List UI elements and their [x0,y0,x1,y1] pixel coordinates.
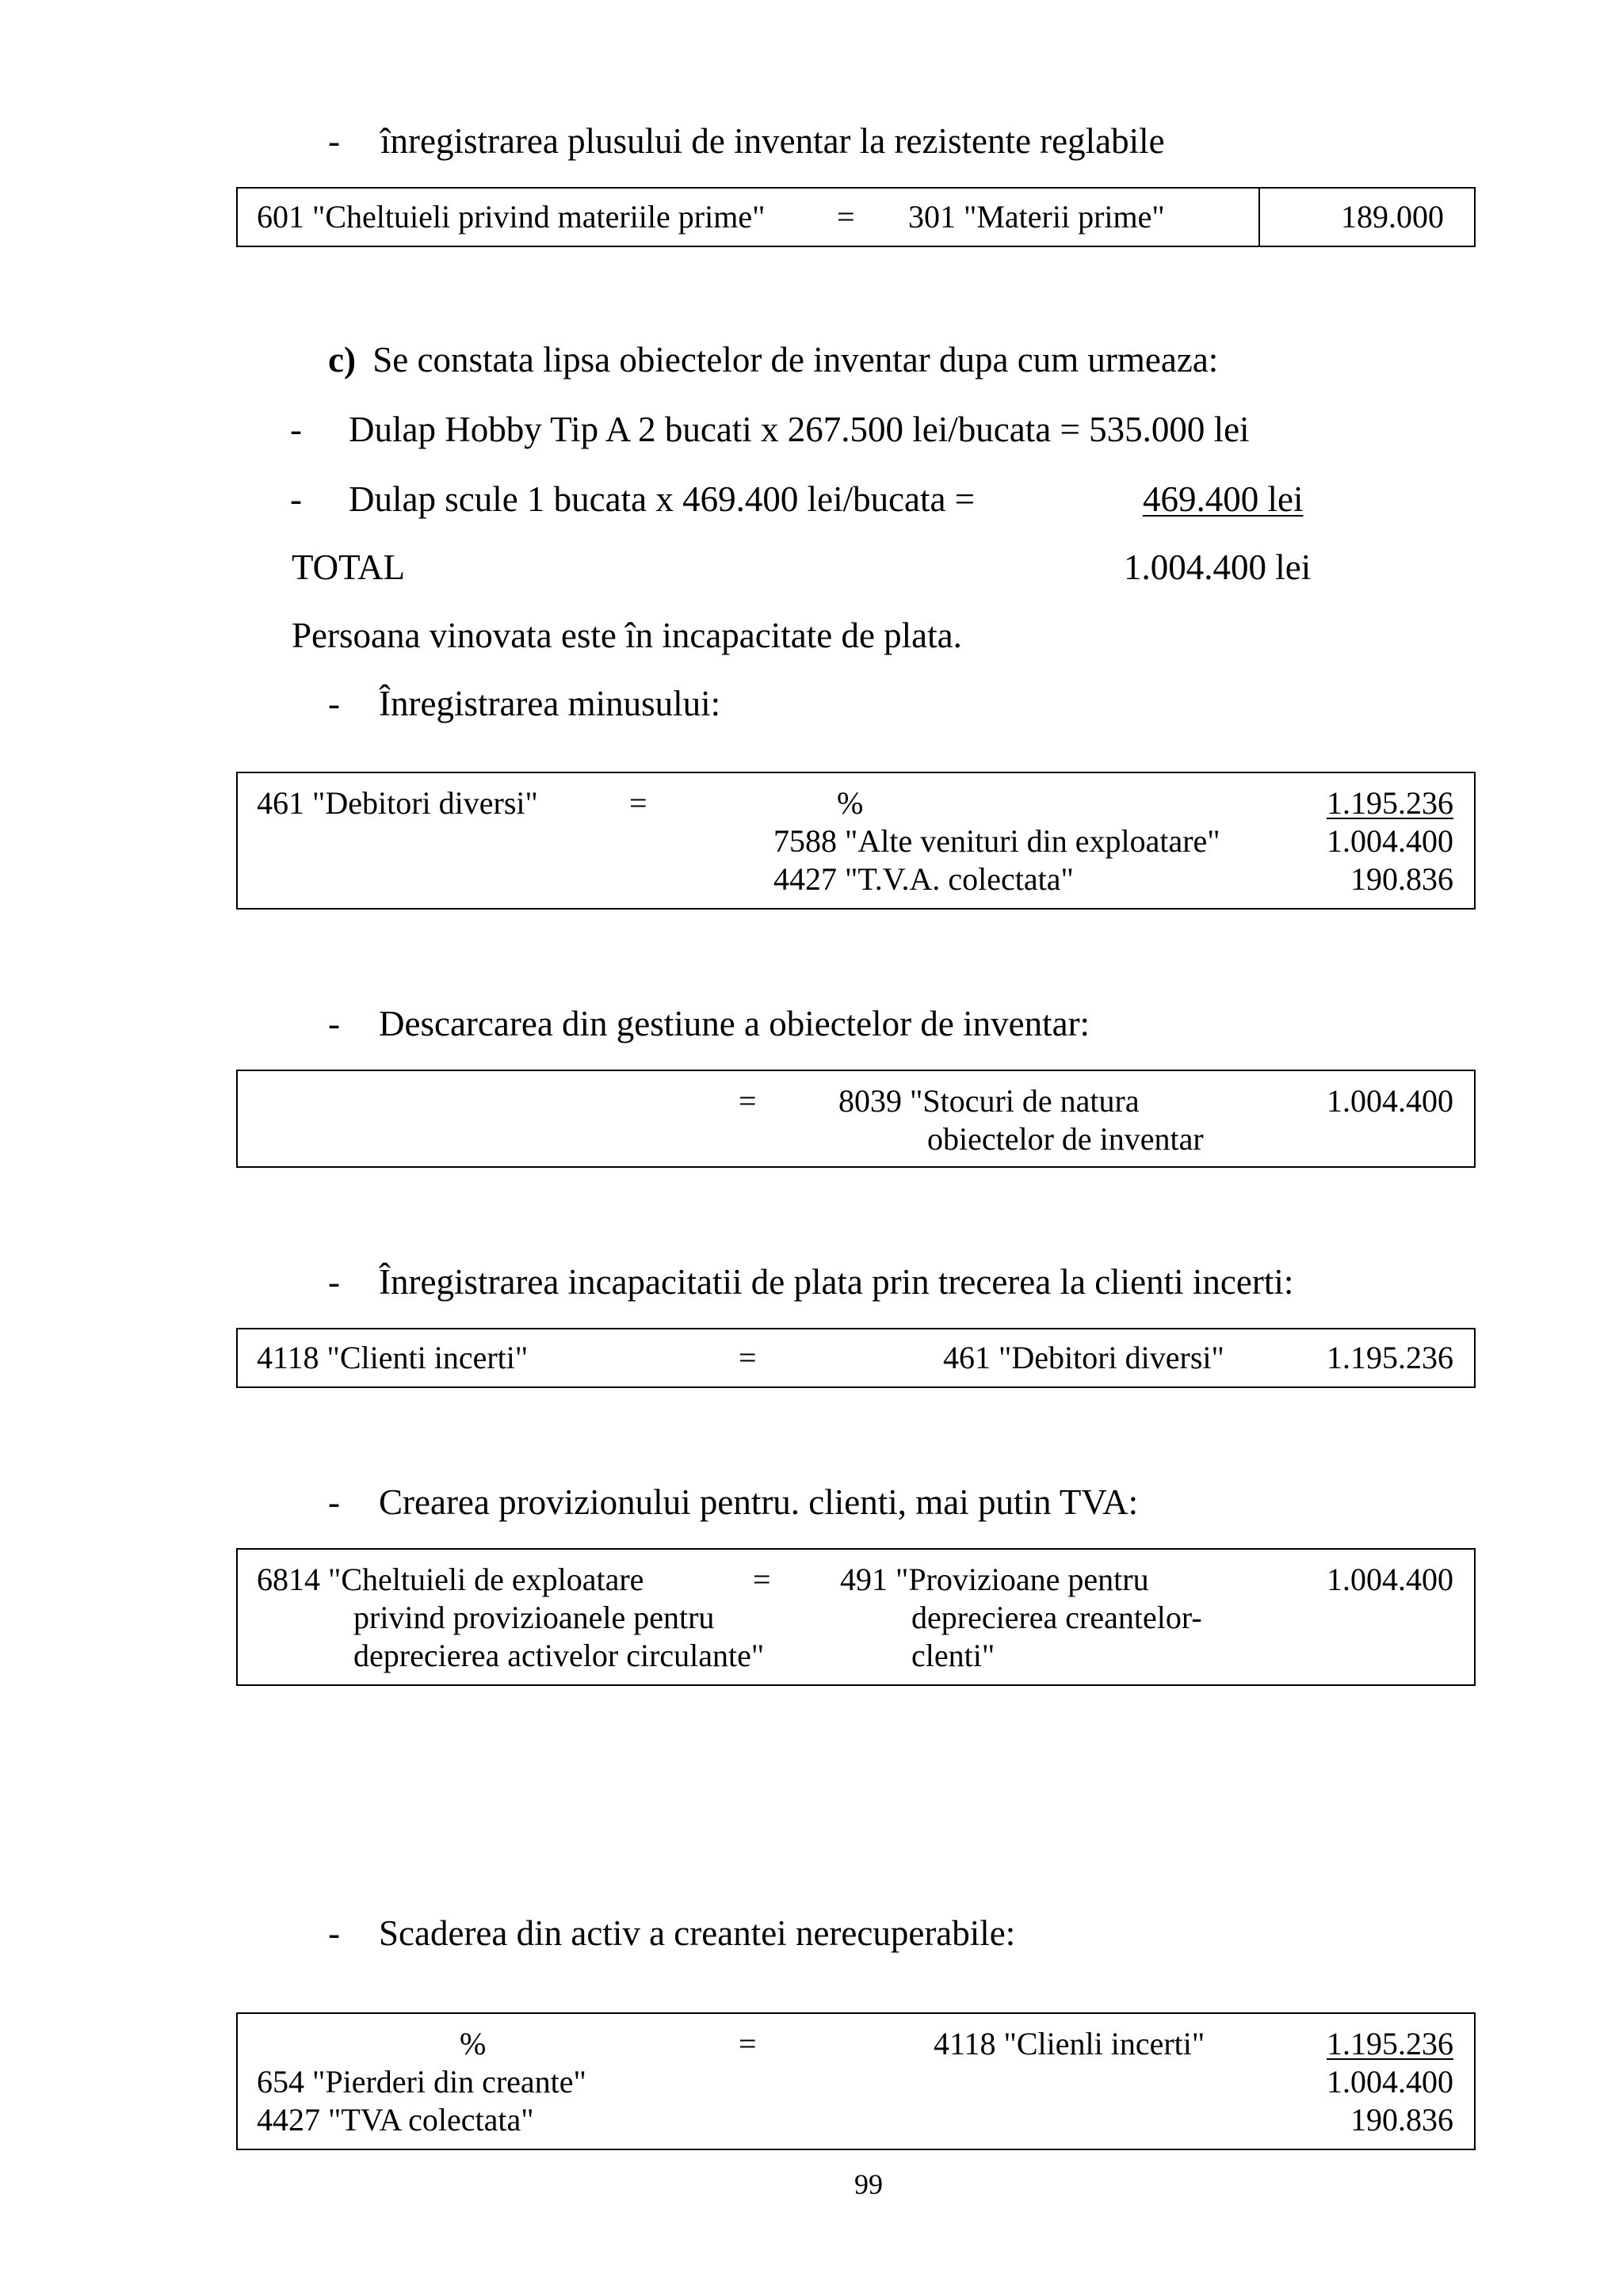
bullet-dash: - [328,1482,340,1522]
debit-account-line: deprecierea activelor circulante" [353,1638,765,1673]
note-text: Persoana vinovata este în incapacitate de plata. [292,616,962,655]
total-amount: 1.195.236 [1327,2026,1453,2061]
equals-sign: = [739,1340,757,1375]
total-label: TOTAL [292,547,406,587]
credit-account-line: clenti" [911,1638,995,1673]
amount: 1.004.400 [1327,823,1453,859]
inventory-item-value: 469.400 lei [1143,479,1304,519]
page-number: 99 [854,2168,883,2200]
equals-sign: = [837,199,855,235]
journal-entry-box [236,1070,1476,1168]
journal-entry-box [236,2012,1476,2150]
inventory-item: Dulap Hobby Tip A 2 bucati x 267.500 lei/bucata = 535.000 lei [349,410,1250,449]
section-heading: înregistrarea plusului de inventar la rezistente reglabile [380,121,1165,161]
credit-account: 4118 "Clienli incerti" [934,2026,1205,2061]
total-value: 1.004.400 lei [1124,547,1312,587]
journal-entry-box [236,1328,1476,1388]
journal-entry-box [236,187,1476,247]
amount: 1.195.236 [1327,1340,1453,1375]
inventory-item: Dulap scule 1 bucata x 469.400 lei/bucata = [349,479,976,519]
equals-sign: = [753,1562,771,1597]
credit-account-line: 8039 "Stocuri de natura [838,1083,1140,1119]
debit-account-line: 6814 "Cheltuieli de exploatare [257,1562,644,1597]
bullet-dash: - [328,1004,340,1043]
bullet-dash: - [328,1262,340,1302]
equals-sign: = [739,2026,757,2061]
section-heading: Crearea provizionului pentru. clienti, mai putin TVA: [379,1482,1139,1522]
equals-sign: = [739,1083,757,1119]
amount: 190.836 [1350,861,1453,897]
total-amount: 1.195.236 [1327,785,1453,821]
bullet-dash: - [328,684,340,723]
debit-account: 4118 "Clienti incerti" [257,1340,529,1375]
credit-account-line: obiectelor de inventar [927,1121,1204,1157]
amount: 1.004.400 [1327,2064,1453,2100]
debit-account: 4427 "TVA colectata" [257,2102,534,2138]
debit-account: 601 "Cheltuieli privind materiile prime" [257,199,766,235]
section-heading: Scaderea din activ a creantei nerecuperabile: [379,1913,1016,1953]
section-heading: Descarcarea din gestiune a obiectelor de inventar: [379,1004,1090,1043]
journal-entry-box [236,772,1476,910]
bullet-dash: - [290,410,302,449]
amount: 1.004.400 [1327,1083,1453,1119]
debit-account: 461 "Debitori diversi" [257,785,538,821]
percent-sign: % [837,785,864,821]
credit-account-line: 491 "Provizioane pentru [840,1562,1149,1597]
section-heading [328,339,1218,380]
bullet-dash: - [328,1913,340,1953]
bullet-dash: - [290,479,302,519]
debit-account-line: privind provizioanele pentru [353,1600,715,1635]
debit-account: 654 "Pierderi din creante" [257,2064,586,2100]
section-heading: Înregistrarea minusului: [379,684,721,723]
section-heading: Înregistrarea incapacitatii de plata prin trecerea la clienti incerti: [379,1262,1294,1302]
percent-sign: % [460,2026,487,2061]
section-label: c) [328,340,356,379]
credit-account-line: deprecierea creantelor- [911,1600,1202,1635]
credit-account: 461 "Debitori diversi" [943,1340,1224,1375]
credit-account: 4427 "T.V.A. colectata" [773,861,1074,897]
credit-account: 301 "Materii prime" [908,199,1165,235]
section-intro: Se constata lipsa obiectelor de inventar dupa cum urmeaza: [372,340,1219,379]
equals-sign: = [629,785,647,821]
amount: 190.836 [1350,2102,1453,2138]
amount: 1.004.400 [1327,1562,1453,1597]
journal-entry-box [236,1548,1476,1686]
amount: 189.000 [1341,199,1444,235]
credit-account: 7588 "Alte venituri din exploatare" [773,823,1220,859]
bullet-dash: - [328,121,340,161]
